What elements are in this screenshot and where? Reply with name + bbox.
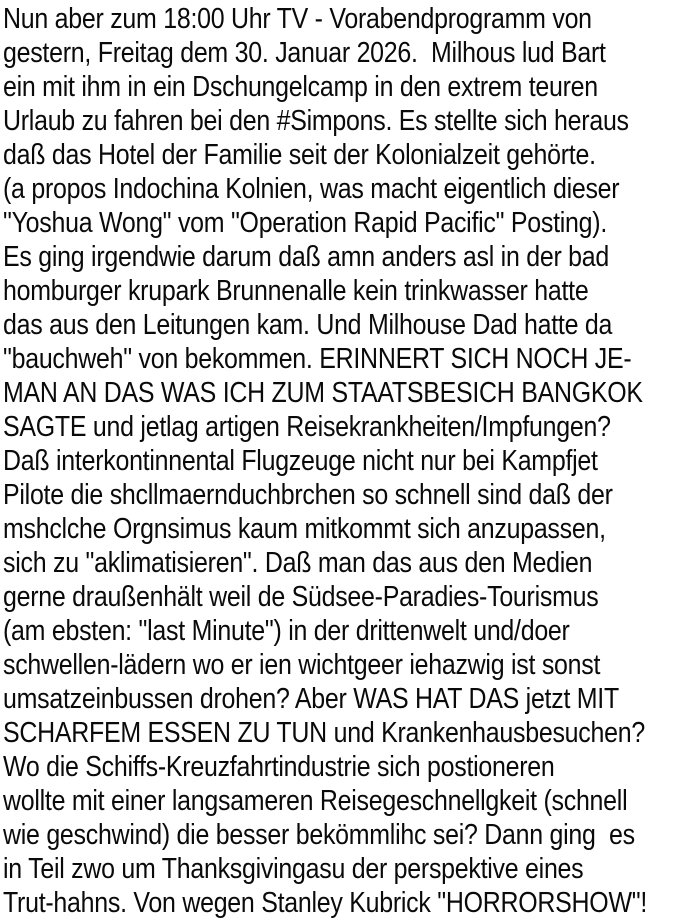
text-line: homburger krupark Brunnenalle kein trinkwasser hatte (3, 275, 589, 307)
text-line: Urlaub zu fahren bei den #Simpons. Es stellte sich heraus (3, 105, 629, 137)
text-line: "bauchweh" von bekommen. ERINNERT SICH NOCH JE- (3, 343, 632, 375)
text-line: sich zu "aklimatisieren". Daß man das aus den Medien (3, 547, 593, 579)
text-line: SCHARFEM ESSEN ZU TUN und Krankenhausbesuchen? (3, 717, 645, 749)
text-line: Es ging irgendwie darum daß amn anders asl in der bad (3, 241, 610, 273)
text-line: Wo die Schiffs-Kreuzfahrtindustrie sich postioneren (3, 751, 555, 783)
text-line: (a propos Indochina Kolnien, was macht eigentlich dieser (3, 173, 620, 205)
text-line: Trut-hahns. Von wegen Stanley Kubrick "HORRORSHOW"! (3, 887, 647, 919)
text-line: (am ebsten: "last Minute") in der drittenwelt und/doer (3, 615, 570, 647)
text-line: in Teil zwo um Thanksgivingasu der perspektive eines (3, 853, 584, 885)
document-text (3, 2, 684, 920)
text-line: gestern, Freitag dem 30. Januar 2026. Milhous lud Bart (3, 37, 606, 69)
text-line: Nun aber zum 18:00 Uhr TV - Vorabendprogramm von (3, 3, 592, 35)
text-line: mshclche Orgnsimus kaum mitkommt sich anzupassen, (3, 513, 606, 545)
text-line: ein mit ihm in ein Dschungelcamp in den extrem teuren (3, 71, 598, 103)
text-line: MAN AN DAS WAS ICH ZUM STAATSBESICH BANGKOK (3, 377, 643, 409)
text-line: gerne draußenhält weil de Südsee-Paradies-Tourismus (3, 581, 599, 613)
text-line: SAGTE und jetlag artigen Reisekrankheiten/Impfungen? (3, 411, 611, 443)
text-line: daß das Hotel der Familie seit der Kolonialzeit gehörte. (3, 139, 596, 171)
text-line: umsatzeinbussen drohen? Aber WAS HAT DAS jetzt MIT (3, 683, 619, 715)
text-line: das aus den Leitungen kam. Und Milhouse Dad hatte da (3, 309, 613, 341)
text-line: Pilote die shcllmaernduchbrchen so schnell sind daß der (3, 479, 613, 511)
text-line: schwellen-lädern wo er ien wichtgeer iehazwig ist sonst (3, 649, 601, 681)
text-line: Daß interkontinnental Flugzeuge nicht nur bei Kampfjet (3, 445, 598, 477)
text-line: "Yoshua Wong" vom "Operation Rapid Pacific" Posting). (3, 207, 608, 239)
text-line: wollte mit einer langsameren Reisegeschnellgkeit (schnell (3, 785, 628, 817)
text-line: wie geschwind) die besser bekömmlihc sei? Dann ging es (3, 819, 635, 851)
